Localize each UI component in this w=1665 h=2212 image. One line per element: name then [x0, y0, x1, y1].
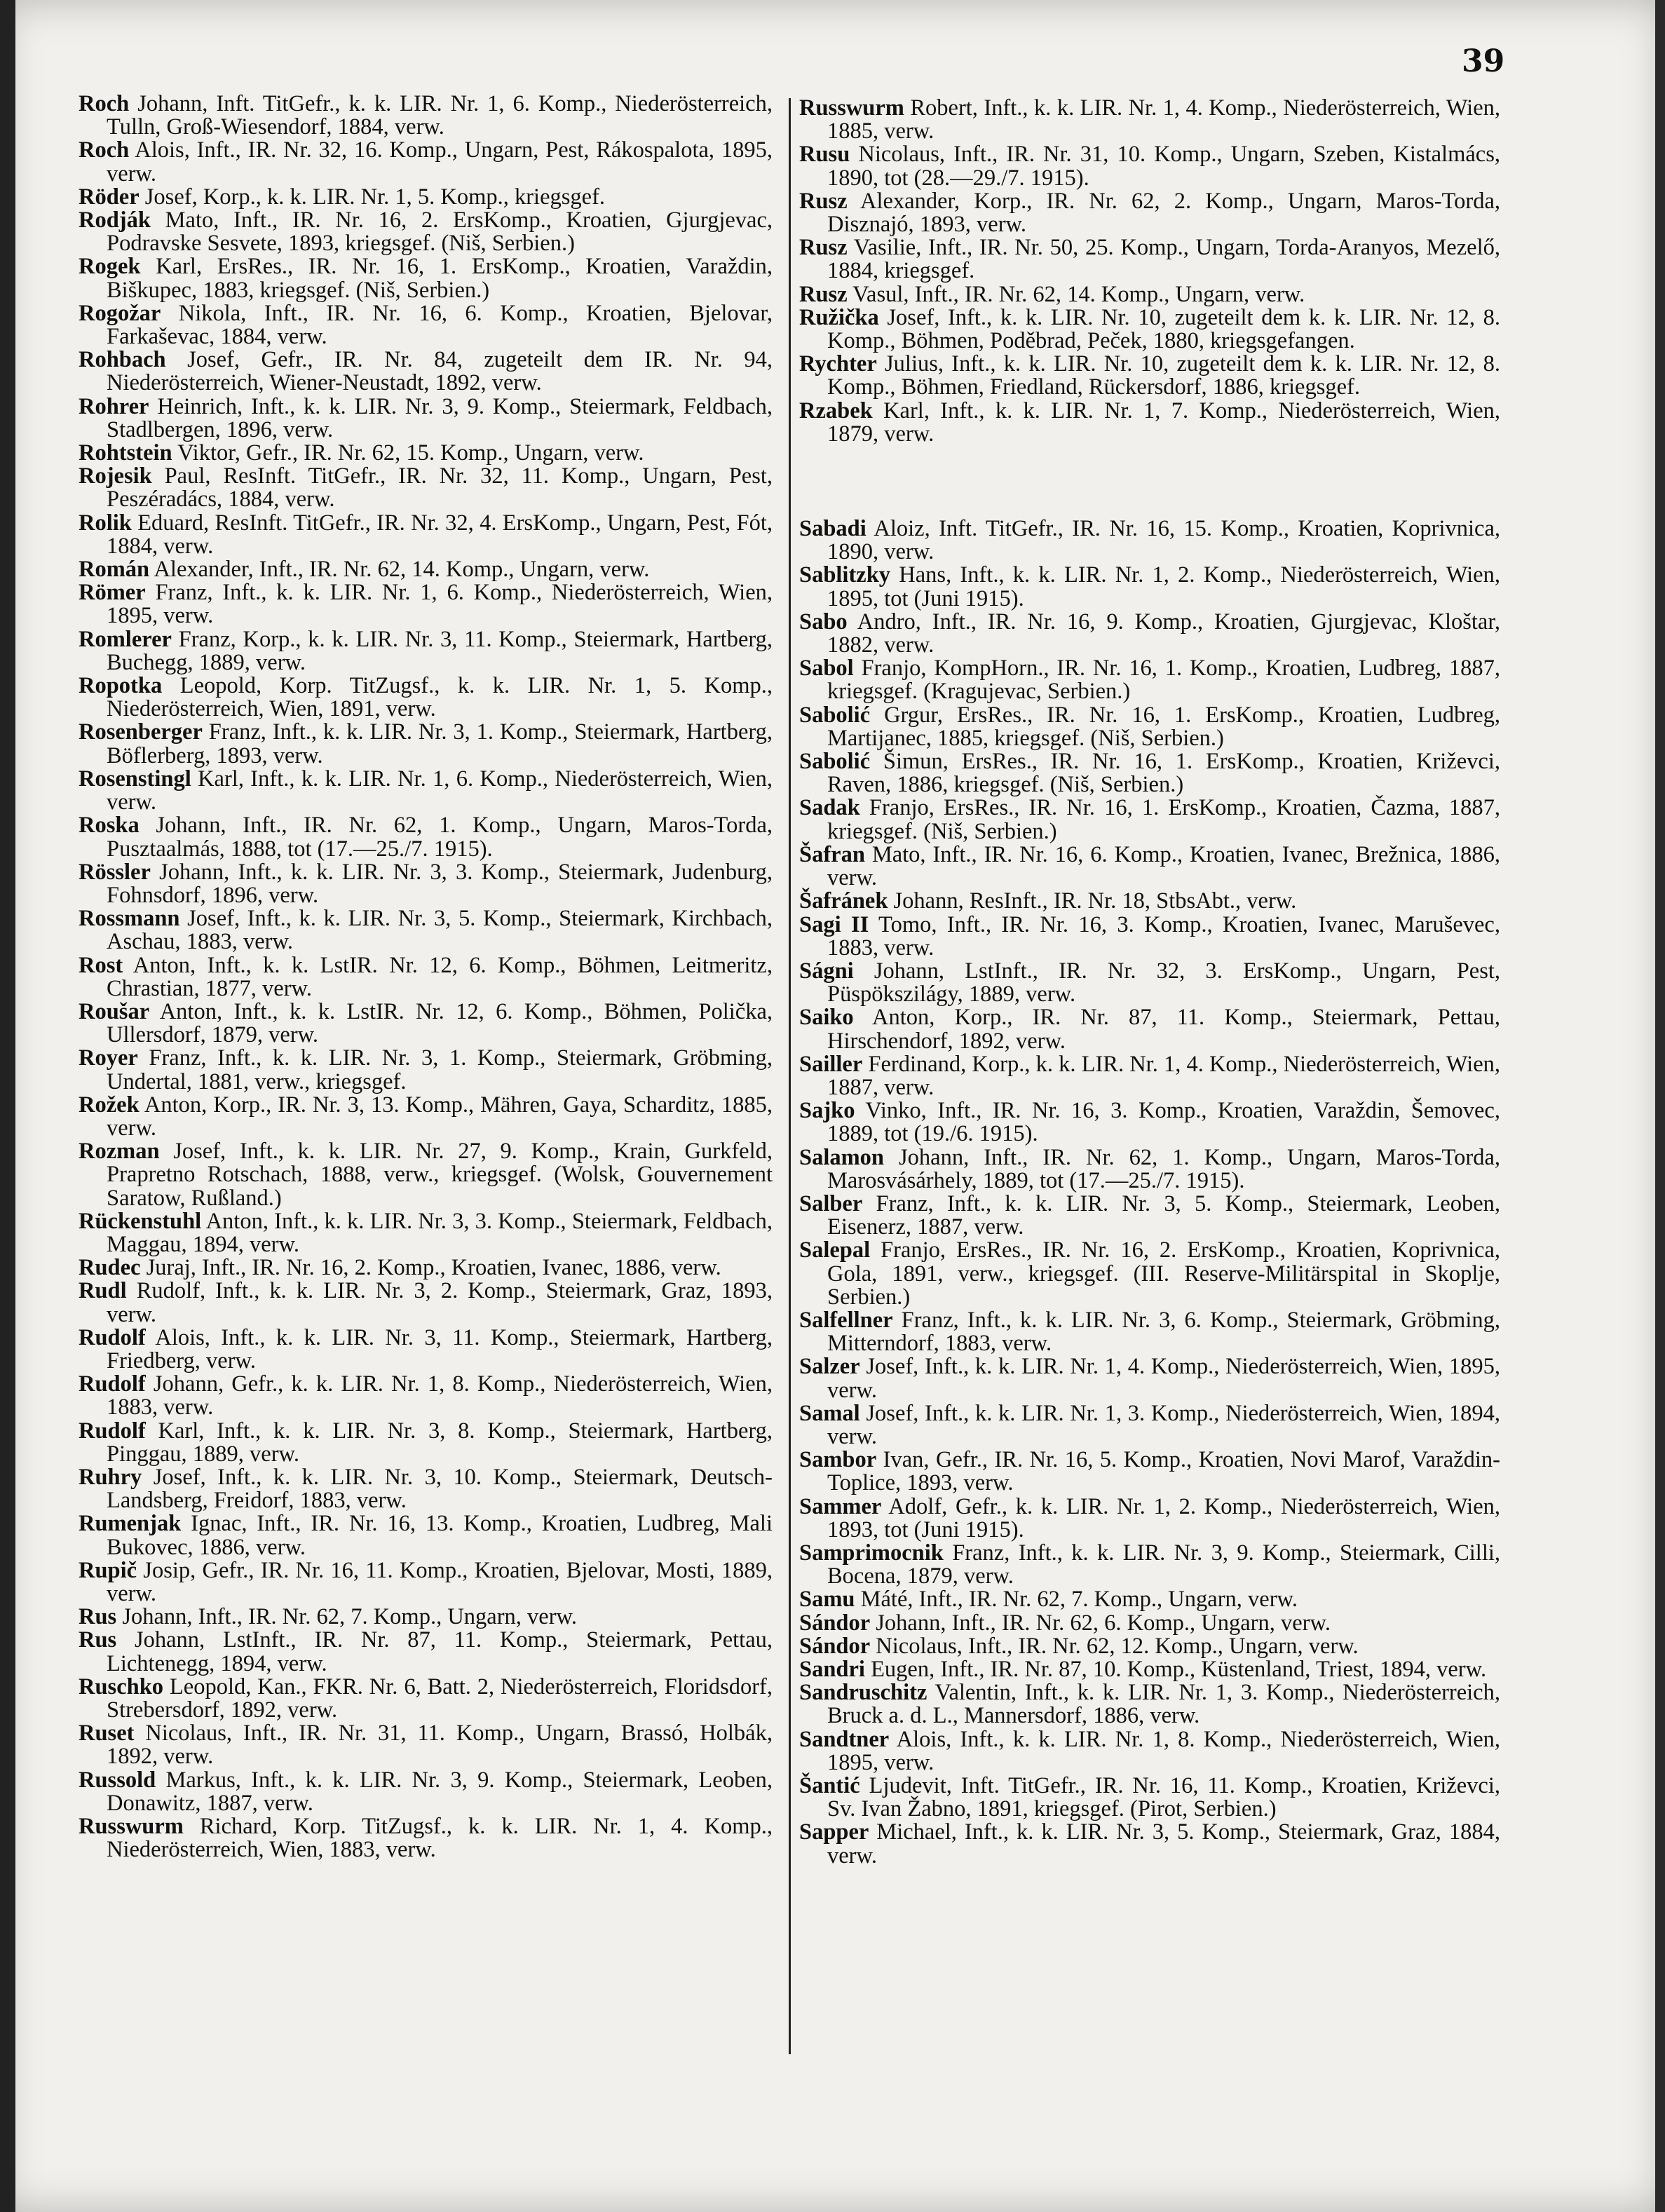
entry-details: Vinko, Inft., IR. Nr. 16, 3. Komp., Kroatien, Varaždin, Šemovec, 1889, tot (19./6. 1915).	[827, 1098, 1500, 1147]
register-entry	[79, 1420, 773, 1466]
entry-surname: Sabolić	[799, 702, 871, 728]
entry-details: Anton, Inft., k. k. LIR. Nr. 3, 3. Komp., Steiermark, Feldbach, Maggau, 1894, verw.	[107, 1208, 773, 1257]
entry-details: Eugen, Inft., IR. Nr. 87, 10. Komp., Küstenland, Triest, 1894, verw.	[864, 1657, 1487, 1682]
entry-details: Johann, Inft., IR. Nr. 62, 1. Komp., Ungarn, Maros-Torda, Marosvásárhely, 1889, tot (17.—25./7. 1915).	[827, 1144, 1500, 1193]
page-number: 39	[1462, 43, 1505, 79]
entry-details: Mato, Inft., IR. Nr. 16, 2. ErsKomp., Kroatien, Gjurgjevac, Podravske Sesvete, 1893, kriegsgef. (Niš, Serbien.)	[107, 208, 773, 257]
register-entry	[79, 1326, 773, 1373]
right-column-s-section	[799, 517, 1500, 1868]
entry-details: Josef, Inft., k. k. LIR. Nr. 10, zugeteilt dem k. k. LIR. Nr. 12, 8. Komp., Böhmen, Poděbrad, Peček, 1880, kriegsgefangen.	[827, 304, 1500, 354]
register-entry	[79, 581, 773, 627]
entry-surname: Sajko	[799, 1098, 855, 1124]
register-entry	[79, 1676, 773, 1722]
register-entry	[79, 139, 773, 185]
entry-surname: Russwurm	[79, 1814, 184, 1840]
entry-details: Paul, ResInft. TitGefr., IR. Nr. 32, 11. Komp., Ungarn, Pest, Peszéradács, 1884, verw.	[107, 463, 773, 513]
entry-surname: Román	[79, 557, 150, 583]
register-entry	[799, 517, 1500, 564]
entry-details: Richard, Korp. TitZugsf., k. k. LIR. Nr. 1, 4. Komp., Niederösterreich, Wien, 1883, verw.	[107, 1814, 773, 1863]
entry-surname: Russold	[79, 1767, 156, 1793]
register-entry	[799, 353, 1500, 399]
entry-surname: Ruhry	[79, 1464, 142, 1490]
entry-surname: Rodják	[79, 208, 151, 233]
register-entry	[79, 186, 773, 209]
entry-surname: Rolik	[79, 510, 132, 536]
entry-details: Josef, Inft., k. k. LIR. Nr. 1, 4. Komp., Niederösterreich, Wien, 1895, verw.	[827, 1354, 1500, 1403]
entry-surname: Salzer	[799, 1354, 860, 1380]
entry-details: Vasul, Inft., IR. Nr. 62, 14. Komp., Ungarn, verw.	[847, 281, 1305, 307]
register-entry	[799, 1309, 1500, 1355]
entry-surname: Rückenstuhl	[79, 1208, 202, 1234]
entry-details: Johann, Inft., IR. Nr. 62, 6. Komp., Ungarn, verw.	[870, 1610, 1331, 1636]
register-entry	[799, 1355, 1500, 1402]
register-entry	[79, 1210, 773, 1256]
register-entry	[79, 1466, 773, 1512]
register-entry	[799, 1681, 1500, 1728]
register-entry	[79, 907, 773, 954]
register-entry	[799, 890, 1500, 913]
entry-details: Hans, Inft., k. k. LIR. Nr. 1, 2. Komp., Niederösterreich, Wien, 1895, tot (Juni 1915).	[827, 562, 1500, 611]
register-entry	[79, 255, 773, 301]
entry-details: Markus, Inft., k. k. LIR. Nr. 3, 9. Komp., Steiermark, Leoben, Donawitz, 1887, verw.	[107, 1767, 773, 1816]
entry-details: Josef, Inft., k. k. LIR. Nr. 3, 5. Komp., Steiermark, Kirchbach, Aschau, 1883, verw.	[107, 906, 773, 955]
register-entry	[799, 97, 1500, 143]
entry-surname: Russwurm	[799, 95, 904, 121]
register-entry	[79, 465, 773, 511]
entry-surname: Sapper	[799, 1819, 869, 1845]
register-entry	[799, 1448, 1500, 1495]
entry-details: Karl, ErsRes., IR. Nr. 16, 1. ErsKomp., Kroatien, Varaždin, Biškupec, 1883, kriegsgef. (Niš, Serbien.)	[107, 254, 773, 303]
register-entry	[79, 1815, 773, 1861]
entry-surname: Samu	[799, 1587, 855, 1613]
register-entry	[799, 911, 1500, 961]
register-entry	[799, 306, 1500, 353]
entry-surname: Salamon	[799, 1144, 885, 1170]
entry-details: Alexander, Inft., IR. Nr. 62, 14. Komp., Ungarn, verw.	[149, 557, 650, 583]
register-entry	[79, 442, 773, 465]
scan-edge-right	[1655, 0, 1665, 2212]
entry-surname: Salfellner	[799, 1307, 893, 1333]
entry-details: Viktor, Gefr., IR. Nr. 62, 15. Komp., Ungarn, verw.	[172, 440, 644, 466]
entry-details: Michael, Inft., k. k. LIR. Nr. 3, 5. Komp., Steiermark, Graz, 1884, verw.	[827, 1819, 1500, 1868]
register-entry	[79, 302, 773, 348]
column-divider	[789, 98, 791, 2054]
entry-details: Ljudevit, Inft. TitGefr., IR. Nr. 16, 11. Komp., Kroatien, Križevci, Sv. Ivan Žabno, 1891, kriegsgef. (Pirot, Serbien.)	[827, 1773, 1500, 1822]
entry-details: Anton, Inft., k. k. LstIR. Nr. 12, 6. Komp., Böhmen, Leitmeritz, Chrastian, 1877, verw.	[107, 952, 773, 1001]
entry-details: Anton, Korp., IR. Nr. 3, 13. Komp., Mähren, Gaya, Scharditz, 1885, verw.	[107, 1092, 773, 1141]
entry-surname: Ruschko	[79, 1674, 164, 1699]
entry-details: Johann, LstInft., IR. Nr. 32, 3. ErsKomp., Ungarn, Pest, Püspökszilágy, 1889, verw.	[827, 958, 1500, 1007]
register-entry	[799, 1190, 1500, 1240]
entry-details: Valentin, Inft., k. k. LIR. Nr. 1, 3. Komp., Niederösterreich, Bruck a. d. L., Mannersdorf, 1886, verw.	[827, 1680, 1500, 1729]
entry-surname: Rus	[79, 1604, 117, 1630]
entry-surname: Rozman	[79, 1139, 160, 1165]
entry-details: Johann, ResInft., IR. Nr. 18, StbsAbt., verw.	[888, 888, 1297, 914]
register-entry	[799, 657, 1500, 703]
entry-details: Anton, Korp., IR. Nr. 87, 11. Komp., Steiermark, Pettau, Hirschendorf, 1892, verw.	[827, 1005, 1500, 1054]
entry-details: Josef, Korp., k. k. LIR. Nr. 1, 5. Komp., kriegsgef.	[139, 184, 606, 210]
entry-surname: Sabadi	[799, 516, 867, 542]
entry-surname: Rost	[79, 952, 123, 978]
entry-details: Franjo, ErsRes., IR. Nr. 16, 2. ErsKomp., Kroatien, Koprivnica, Gola, 1891, verw., kriegsgef. (III. Reserve-Militärspital in Skoplje, Serbien.)	[827, 1237, 1500, 1310]
entry-surname: Salepal	[799, 1237, 871, 1263]
entry-details: Máté, Inft., IR. Nr. 62, 7. Komp., Ungarn, verw.	[855, 1587, 1298, 1613]
register-entry	[79, 954, 773, 1000]
entry-surname: Rychter	[799, 351, 877, 377]
register-entry	[79, 1606, 773, 1629]
register-entry	[799, 190, 1500, 236]
entry-surname: Rožek	[79, 1092, 140, 1118]
entry-details: Nicolaus, Inft., IR. Nr. 31, 10. Komp., Ungarn, Szeben, Kistalmács, 1890, tot (28.—29./7. 1915).	[827, 142, 1500, 191]
entry-surname: Sabo	[799, 609, 848, 635]
entry-surname: Šafránek	[799, 888, 888, 914]
register-entry	[79, 1256, 773, 1280]
entry-surname: Samal	[799, 1400, 860, 1426]
entry-details: Nikola, Inft., IR. Nr. 16, 6. Komp., Kroatien, Bjelovar, Farkaševac, 1884, verw.	[107, 300, 773, 350]
register-entry	[79, 861, 773, 907]
scan-edge-left	[0, 0, 15, 2212]
section-gap	[799, 446, 1500, 517]
entry-surname: Sandtner	[799, 1726, 890, 1752]
entry-surname: Rzabek	[799, 398, 873, 423]
right-column	[799, 97, 1500, 1868]
entry-surname: Sambor	[799, 1447, 877, 1473]
entry-surname: Rusz	[799, 235, 848, 261]
register-entry	[799, 750, 1500, 796]
entry-surname: Rossmann	[79, 906, 180, 932]
entry-surname: Sabolić	[799, 749, 871, 775]
entry-details: Franjo, ErsRes., IR. Nr. 16, 1. ErsKomp., Kroatien, Čazma, 1887, kriegsgef. (Niš, Serbien.)	[827, 795, 1500, 844]
entry-surname: Rudolf	[79, 1324, 146, 1350]
entry-surname: Rumenjak	[79, 1511, 182, 1537]
entry-surname: Romlerer	[79, 626, 172, 652]
entry-details: Josip, Gefr., IR. Nr. 16, 11. Komp., Kroatien, Bjelovar, Mosti, 1889, verw.	[107, 1557, 773, 1606]
entry-details: Leopold, Kan., FKR. Nr. 6, Batt. 2, Niederösterreich, Floridsdorf, Strebersdorf, 1892, verw.	[107, 1674, 773, 1723]
entry-details: Johann, Inft., k. k. LIR. Nr. 3, 3. Komp., Steiermark, Judenburg, Fohnsdorf, 1896, verw.	[107, 859, 773, 908]
entry-surname: Röder	[79, 184, 140, 210]
register-entry	[79, 1512, 773, 1559]
entry-surname: Rusz	[799, 188, 848, 214]
register-entry	[79, 1094, 773, 1140]
entry-surname: Šafran	[799, 841, 865, 867]
register-entry	[799, 1006, 1500, 1052]
entry-surname: Rudec	[79, 1255, 141, 1281]
entry-details: Heinrich, Inft., k. k. LIR. Nr. 3, 9. Komp., Steiermark, Feldbach, Stadlbergen, 1896, verw.	[107, 393, 773, 442]
entry-details: Josef, Inft., k. k. LIR. Nr. 3, 10. Komp., Steiermark, Deutsch-Landsberg, Freidorf, 1883, verw.	[107, 1464, 773, 1514]
entry-surname: Sandruschitz	[799, 1680, 927, 1706]
register-entry	[79, 1769, 773, 1815]
register-entry	[79, 348, 773, 395]
entry-details: Johann, LstInft., IR. Nr. 87, 11. Komp., Steiermark, Pettau, Lichtenegg, 1894, verw.	[107, 1627, 773, 1676]
register-entry	[79, 814, 773, 860]
entry-surname: Rogožar	[79, 300, 161, 326]
entry-surname: Sablitzky	[799, 562, 891, 588]
register-entry	[799, 1542, 1500, 1588]
entry-surname: Sagi II	[799, 911, 869, 937]
entry-details: Nicolaus, Inft., IR. Nr. 62, 12. Komp., Ungarn, verw.	[870, 1633, 1359, 1659]
entry-surname: Saiko	[799, 1005, 854, 1031]
register-entry	[79, 1000, 773, 1047]
entry-details: Josef, Inft., k. k. LIR. Nr. 27, 9. Komp., Krain, Gurkfeld, Prapretno Rotschach, 1888, verw., kriegsgef. (Wolsk, Gouvernement Saratow, Rußland.)	[107, 1139, 773, 1211]
entry-surname: Sadak	[799, 795, 860, 821]
register-entry	[799, 1146, 1500, 1193]
entry-surname: Rus	[79, 1627, 117, 1653]
register-entry	[79, 1373, 773, 1419]
entry-surname: Römer	[79, 580, 146, 606]
entry-surname: Samprimocnik	[799, 1540, 944, 1566]
register-entry	[79, 93, 773, 139]
register-entry	[799, 704, 1500, 750]
entry-details: Tomo, Inft., IR. Nr. 16, 3. Komp., Kroatien, Ivanec, Maruševec, 1883, verw.	[827, 911, 1500, 961]
entry-surname: Roska	[79, 813, 140, 839]
register-entry	[799, 1099, 1500, 1146]
register-entry	[799, 283, 1500, 306]
register-entry	[79, 395, 773, 442]
register-entry	[799, 1612, 1500, 1635]
entry-details: Franz, Inft., k. k. LIR. Nr. 1, 6. Komp., Niederösterreich, Wien, 1895, verw.	[107, 580, 773, 629]
entry-details: Eduard, ResInft. TitGefr., IR. Nr. 32, 4. ErsKomp., Ungarn, Pest, Fót, 1884, verw.	[107, 510, 773, 559]
entry-surname: Rupič	[79, 1557, 137, 1583]
entry-details: Leopold, Korp. TitZugsf., k. k. LIR. Nr. 1, 5. Komp., Niederösterreich, Wien, 1891, verw.	[107, 673, 773, 722]
entry-details: Franz, Inft., k. k. LIR. Nr. 3, 9. Komp., Steiermark, Cilli, Bocena, 1879, verw.	[827, 1540, 1500, 1589]
entry-details: Grgur, ErsRes., IR. Nr. 16, 1. ErsKomp., Kroatien, Ludbreg, Martijanec, 1885, kriegsgef. (Niš, Serbien.)	[827, 702, 1500, 751]
entry-surname: Rogek	[79, 254, 141, 280]
entry-surname: Roch	[79, 137, 130, 163]
entry-surname: Sailler	[799, 1051, 863, 1077]
entry-details: Johann, Gefr., k. k. LIR. Nr. 1, 8. Komp., Niederösterreich, Wien, 1883, verw.	[107, 1371, 773, 1420]
register-entry	[799, 236, 1500, 283]
entry-surname: Rohtstein	[79, 440, 172, 466]
entry-details: Johann, Inft. TitGefr., k. k. LIR. Nr. 1, 6. Komp., Niederösterreich, Tulln, Groß-Wiesendorf, 1884, verw.	[107, 91, 773, 140]
entry-surname: Rosenstingl	[79, 766, 191, 792]
entry-surname: Sándor	[799, 1610, 871, 1636]
entry-details: Vasilie, Inft., IR. Nr. 50, 25. Komp., Ungarn, Torda-Aranyos, Mezelő, 1884, kriegsgef.	[827, 235, 1500, 284]
entry-details: Johann, Inft., IR. Nr. 62, 1. Komp., Ungarn, Maros-Torda, Pusztaalmás, 1888, tot (17.—25./7. 1915).	[107, 813, 773, 862]
entry-details: Josef, Inft., k. k. LIR. Nr. 1, 3. Komp., Niederösterreich, Wien, 1894, verw.	[827, 1400, 1500, 1449]
register-entry	[799, 1821, 1500, 1867]
register-entry	[799, 564, 1500, 610]
entry-surname: Rusz	[799, 281, 848, 307]
entry-details: Juraj, Inft., IR. Nr. 16, 2. Komp., Kroatien, Ivanec, 1886, verw.	[140, 1255, 721, 1281]
register-entry	[799, 843, 1500, 890]
entry-details: Alois, Inft., IR. Nr. 32, 16. Komp., Ungarn, Pest, Rákospalota, 1895, verw.	[107, 137, 773, 186]
entry-details: Franz, Inft., k. k. LIR. Nr. 3, 6. Komp., Steiermark, Gröbming, Mitterndorf, 1883, verw.	[827, 1307, 1500, 1357]
entry-surname: Šantić	[799, 1773, 860, 1799]
register-entry	[799, 1495, 1500, 1542]
register-entry	[799, 143, 1500, 189]
register-entry	[799, 611, 1500, 657]
register-entry	[799, 960, 1500, 1006]
entry-details: Josef, Gefr., IR. Nr. 84, zugeteilt dem IR. Nr. 94, Niederösterreich, Wiener-Neustadt, 1892, verw.	[107, 347, 773, 396]
entry-surname: Rössler	[79, 859, 151, 885]
entry-surname: Sammer	[799, 1493, 882, 1519]
entry-details: Karl, Inft., k. k. LIR. Nr. 1, 7. Komp., Niederösterreich, Wien, 1879, verw.	[827, 398, 1500, 447]
entry-details: Rudolf, Inft., k. k. LIR. Nr. 3, 2. Komp., Steiermark, Graz, 1893, verw.	[107, 1278, 773, 1327]
register-entry	[79, 674, 773, 721]
register-entry	[799, 1728, 1500, 1775]
register-entry	[79, 558, 773, 581]
entry-surname: Ropotka	[79, 673, 163, 699]
entry-surname: Rudolf	[79, 1418, 146, 1444]
entry-surname: Ružička	[799, 304, 879, 330]
entry-surname: Ruset	[79, 1721, 135, 1746]
entry-details: Franz, Inft., k. k. LIR. Nr. 3, 1. Komp., Steiermark, Gröbming, Undertal, 1881, verw., kriegsgef.	[107, 1045, 773, 1094]
entry-surname: Ságni	[799, 958, 854, 984]
entry-surname: Sabol	[799, 656, 854, 681]
entry-details: Ferdinand, Korp., k. k. LIR. Nr. 1, 4. Komp., Niederösterreich, Wien, 1887, verw.	[827, 1051, 1500, 1100]
entry-surname: Roch	[79, 91, 130, 116]
entry-details: Johann, Inft., IR. Nr. 62, 7. Komp., Ungarn, verw.	[116, 1604, 578, 1630]
entry-details: Alois, Inft., k. k. LIR. Nr. 1, 8. Komp., Niederösterreich, Wien, 1895, verw.	[827, 1726, 1500, 1775]
entry-surname: Rosenberger	[79, 719, 203, 745]
left-column	[79, 93, 773, 1861]
entry-details: Šimun, ErsRes., IR. Nr. 16, 1. ErsKomp., Kroatien, Križevci, Raven, 1886, kriegsgef. (Niš, Serbien.)	[827, 749, 1500, 798]
register-entry	[79, 1559, 773, 1606]
register-entry	[79, 512, 773, 558]
entry-details: Ivan, Gefr., IR. Nr. 16, 5. Komp., Kroatien, Novi Marof, Varaždin-Toplice, 1893, verw.	[827, 1447, 1500, 1496]
register-entry	[79, 1140, 773, 1210]
register-entry	[799, 1402, 1500, 1448]
right-column-r-section	[799, 97, 1500, 446]
entry-surname: Rusu	[799, 142, 850, 168]
register-entry	[79, 768, 773, 814]
register-entry	[79, 1280, 773, 1326]
entry-details: Mato, Inft., IR. Nr. 16, 6. Komp., Kroatien, Ivanec, Brežnica, 1886, verw.	[827, 841, 1500, 891]
entry-surname: Rudl	[79, 1278, 127, 1304]
entry-surname: Rudolf	[79, 1371, 146, 1397]
register-entry	[79, 628, 773, 674]
entry-details: Andro, Inft., IR. Nr. 16, 9. Komp., Kroatien, Gjurgjevac, Kloštar, 1882, verw.	[827, 609, 1500, 658]
entry-surname: Roušar	[79, 998, 150, 1024]
register-entry	[799, 796, 1500, 843]
register-entry	[799, 400, 1500, 446]
register-entry	[79, 1629, 773, 1675]
entry-surname: Salber	[799, 1190, 863, 1216]
entry-details: Franz, Inft., k. k. LIR. Nr. 3, 5. Komp., Steiermark, Leoben, Eisenerz, 1887, verw.	[827, 1190, 1500, 1240]
entry-details: Julius, Inft., k. k. LIR. Nr. 10, zugeteilt dem k. k. LIR. Nr. 12, 8. Komp., Böhmen, Friedland, Rückersdorf, 1886, kriegsgef.	[827, 351, 1500, 400]
register-entry	[799, 1775, 1500, 1821]
entry-details: Aloiz, Inft. TitGefr., IR. Nr. 16, 15. Komp., Kroatien, Koprivnica, 1890, verw.	[827, 516, 1500, 565]
register-entry	[799, 1588, 1500, 1611]
entry-details: Ignac, Inft., IR. Nr. 16, 13. Komp., Kroatien, Ludbreg, Mali Bukovec, 1886, verw.	[107, 1511, 773, 1560]
entry-details: Franz, Korp., k. k. LIR. Nr. 3, 11. Komp., Steiermark, Hartberg, Buchegg, 1889, verw.	[107, 626, 773, 675]
entry-details: Karl, Inft., k. k. LIR. Nr. 3, 8. Komp., Steiermark, Hartberg, Pinggau, 1889, verw.	[107, 1418, 773, 1467]
register-entry	[79, 721, 773, 767]
entry-details: Franz, Inft., k. k. LIR. Nr. 3, 1. Komp., Steiermark, Hartberg, Böflerberg, 1893, verw.	[107, 719, 773, 768]
entry-details: Adolf, Gefr., k. k. LIR. Nr. 1, 2. Komp., Niederösterreich, Wien, 1893, tot (Juni 1915).	[827, 1493, 1500, 1542]
entry-details: Alexander, Korp., IR. Nr. 62, 2. Komp., Ungarn, Maros-Torda, Disznajó, 1893, verw.	[827, 188, 1500, 238]
entry-surname: Sandri	[799, 1657, 865, 1682]
entry-details: Nicolaus, Inft., IR. Nr. 31, 11. Komp., Ungarn, Brassó, Holbák, 1892, verw.	[107, 1721, 773, 1770]
entry-details: Anton, Inft., k. k. LstIR. Nr. 12, 6. Komp., Böhmen, Polička, Ullersdorf, 1879, verw.	[107, 998, 773, 1048]
entry-details: Robert, Inft., k. k. LIR. Nr. 1, 4. Komp., Niederösterreich, Wien, 1885, verw.	[827, 95, 1500, 144]
register-entry	[79, 1722, 773, 1768]
entry-details: Franjo, KompHorn., IR. Nr. 16, 1. Komp., Kroatien, Ludbreg, 1887, kriegsgef. (Kragujevac, Serbien.)	[827, 656, 1500, 705]
entry-surname: Rojesik	[79, 463, 152, 489]
entry-surname: Rohrer	[79, 393, 149, 419]
entry-surname: Sándor	[799, 1633, 871, 1659]
register-entry	[79, 1047, 773, 1093]
register-entry	[79, 209, 773, 255]
register-entry	[799, 1658, 1500, 1681]
entry-surname: Rohbach	[79, 347, 166, 373]
register-entry	[799, 1239, 1500, 1309]
entry-details: Alois, Inft., k. k. LIR. Nr. 3, 11. Komp., Steiermark, Hartberg, Friedberg, verw.	[107, 1324, 773, 1373]
entry-details: Karl, Inft., k. k. LIR. Nr. 1, 6. Komp., Niederösterreich, Wien, verw.	[107, 766, 773, 815]
register-entry	[799, 1053, 1500, 1099]
register-entry	[799, 1635, 1500, 1658]
entry-surname: Royer	[79, 1045, 138, 1071]
